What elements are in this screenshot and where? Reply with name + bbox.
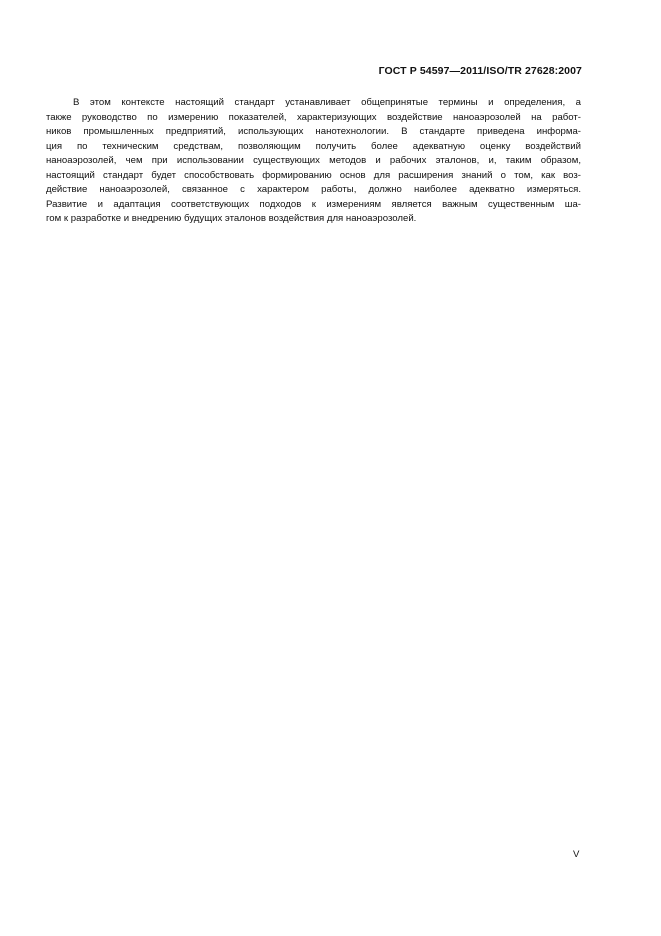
paragraph-line: настоящий стандарт будет способствовать формированию основ для расширения знаний о том, как воз- (46, 169, 581, 181)
paragraph-line: также руководство по измерению показателей, характеризующих воздействие наноаэрозолей на работ- (46, 111, 581, 123)
paragraph-line: ников промышленных предприятий, использующих нанотехнологии. В стандарте приведена информа- (46, 126, 581, 137)
paragraph-line: наноаэрозолей, чем при использовании существующих методов и рабочих эталонов, и, таким образом, (46, 155, 581, 166)
paragraph-line: действие наноаэрозолей, связанное с характером работы, должно наиболее адекватно измеряться. (46, 184, 581, 195)
paragraph-line: Развитие и адаптация соответствующих подходов к измерениям является важным существенным ша- (46, 198, 581, 210)
paragraph-line: ция по техническим средствам, позволяющим получить более адекватную оценку воздействий (46, 140, 581, 152)
paragraph-line: В этом контексте настоящий стандарт устанавливает общепринятые термины и определения, а (73, 97, 581, 108)
standard-designation-header: ГОСТ Р 54597—2011/ISO/TR 27628:2007 (378, 65, 582, 77)
page-number: V (573, 849, 580, 860)
paragraph-line: гом к разработке и внедрению будущих эталонов воздействия для наноаэрозолей. (46, 213, 417, 224)
body-paragraph (46, 96, 581, 227)
